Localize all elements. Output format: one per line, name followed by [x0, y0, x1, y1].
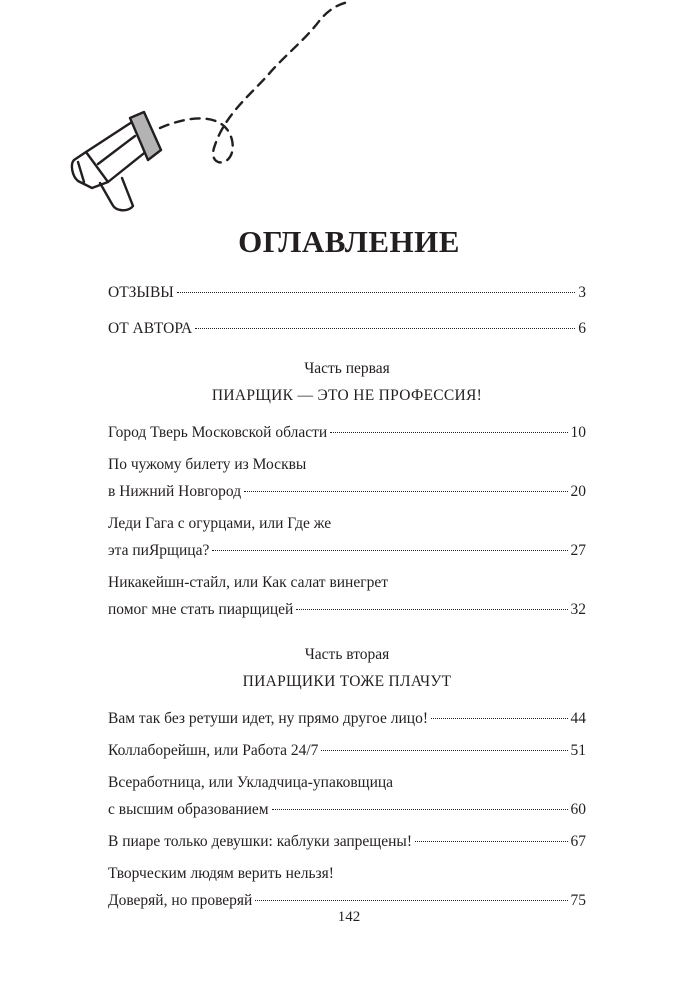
toc-entry[interactable] — [108, 513, 586, 562]
entry-page: 27 — [570, 542, 586, 559]
table-of-contents — [108, 282, 586, 912]
entry-text: Город Тверь Московской области — [108, 424, 328, 441]
toc-entry[interactable] — [108, 572, 586, 621]
toc-entry-reviews[interactable] — [108, 282, 586, 304]
part-1-label: Часть первая — [304, 360, 390, 377]
entry-text-line1: Всеработница, или Укладчица-упаковщица — [108, 774, 394, 791]
dot-leader — [177, 292, 575, 293]
toc-entry[interactable] — [108, 422, 586, 444]
entry-page: 51 — [570, 742, 586, 759]
dot-leader — [296, 609, 567, 610]
toc-entry[interactable] — [108, 708, 586, 730]
entry-text: Вам так без ретуши идет, ну прямо другое лицо! — [108, 710, 428, 727]
entry-page: 75 — [570, 892, 586, 909]
entry-text: Доверяй, но проверяй — [108, 892, 253, 909]
dot-leader — [321, 750, 567, 751]
entry-text: Коллаборейшн, или Работа 24/7 — [108, 742, 319, 759]
dot-leader — [431, 718, 568, 719]
entry-text: помог мне стать пиарщицей — [108, 601, 294, 618]
entry-page: 67 — [570, 833, 586, 850]
entry-text: с высшим образованием — [108, 801, 269, 818]
entry-text: ОТ АВТОРА — [108, 320, 193, 337]
toc-entry[interactable] — [108, 863, 586, 912]
dot-leader — [195, 328, 575, 329]
dot-leader — [330, 432, 567, 433]
toc-entry-from-author[interactable] — [108, 318, 586, 340]
megaphone-illustration — [0, 0, 698, 225]
entry-page: 10 — [570, 424, 586, 441]
entry-text-line1: Никакейшн-стайл, или Как салат винегрет — [108, 574, 388, 591]
entry-page: 6 — [578, 320, 586, 337]
megaphone-icon — [72, 2, 348, 210]
toc-entry[interactable] — [108, 740, 586, 762]
entry-text: в Нижний Новгород — [108, 483, 242, 500]
dot-leader — [255, 900, 567, 901]
entry-page: 20 — [570, 483, 586, 500]
entry-page: 3 — [578, 284, 586, 301]
dot-leader — [415, 841, 568, 842]
dot-leader — [244, 491, 567, 492]
entry-text: ОТЗЫВЫ — [108, 284, 174, 301]
entry-page: 32 — [570, 601, 586, 618]
toc-entry[interactable] — [108, 831, 586, 853]
entry-text-line1: Леди Гага с огурцами, или Где же — [108, 515, 332, 532]
page-number: 142 — [337, 909, 361, 925]
dot-leader — [272, 809, 568, 810]
toc-entry[interactable] — [108, 772, 586, 821]
entry-text: эта пиЯрщица? — [108, 542, 210, 559]
part-2-title: ПИАРЩИКИ ТОЖЕ ПЛАЧУТ — [242, 673, 452, 690]
dot-leader — [212, 550, 567, 551]
entry-page: 44 — [570, 710, 586, 727]
entry-text: В пиаре только девушки: каблуки запрещены! — [108, 833, 412, 850]
part-2-label: Часть вторая — [304, 646, 390, 663]
part-1-title: ПИАРЩИК — ЭТО НЕ ПРОФЕССИЯ! — [211, 387, 483, 404]
entry-text-line1: Творческим людям верить нельзя! — [108, 865, 334, 882]
toc-title: ОГЛАВЛЕНИЕ — [238, 224, 460, 259]
toc-entry[interactable] — [108, 454, 586, 503]
entry-page: 60 — [570, 801, 586, 818]
entry-text-line1: По чужому билету из Москвы — [108, 456, 307, 473]
